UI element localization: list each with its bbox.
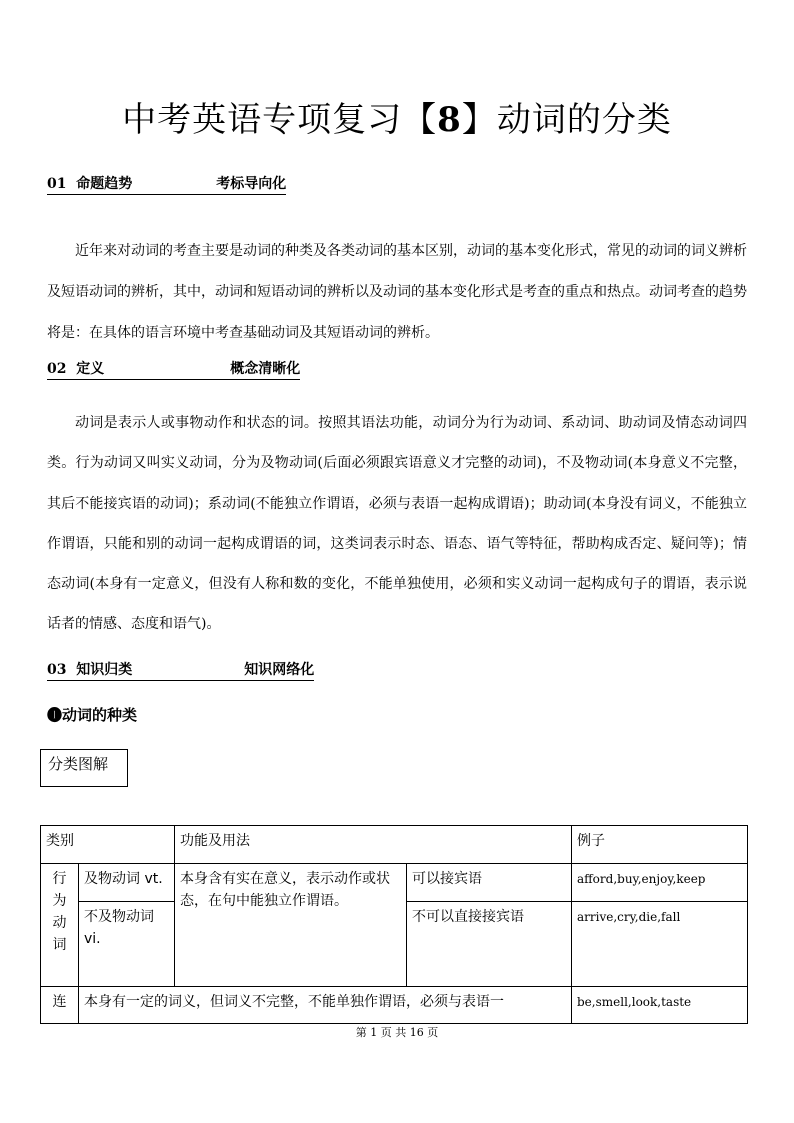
intransitive-note: 不可以直接接宾语: [407, 902, 572, 987]
transitive-note: 可以接宾语: [407, 864, 572, 902]
verb-classification-table: [40, 825, 748, 1024]
action-verb-description: 本身含有实在意义，表示动作或状态，在句中能独立作谓语。: [175, 864, 407, 987]
section-number: 01: [47, 176, 67, 192]
classification-diagram-box: 分类图解: [40, 749, 128, 787]
header-category: 类别: [41, 826, 175, 864]
paragraph-trend: 近年来对动词的考查主要是动词的种类及各类动词的基本区别，动词的基本变化形式，常见的动词的词义辨析及短语动词的辨析，其中，动词和短语动词的辨析以及动词的基本变化形式是考查的重点和热点。动词考查的趋势将是：在具体的语言环境中考查基础动词及其短语动词的辨析。: [47, 243, 747, 341]
section-title: 知识归类: [76, 662, 133, 678]
header-example: 例子: [572, 826, 748, 864]
paragraph-definition: 动词是表示人或事物动作和状态的词。按照其语法功能，动词分为行为动词、系动词、助动词及情态动词四类。行为动词又叫实义动词，分为及物动词(后面必须跟宾语意义才完整的动词)，不及物动词(本身意义不完整，其后不能接宾语的动词)；系动词(不能独立作谓语，必须与表语一起构成谓语)；助动词(本身没有词义，不能独立作谓语，只能和别的动词一起构成谓语的词，这类词表示时态、语态、语气等特征，帮助构成否定、疑问等)；情态动词(本身有一定意义，但没有人称和数的变化，不能单独使用，必须和实义动词一起构成句子的谓语，表示说话者的情感、态度和语气)。: [47, 415, 747, 633]
label-char: 词: [52, 937, 67, 953]
title-suffix: 】动词的分类: [461, 100, 672, 140]
linking-verb-examples: be,smell,look,taste: [572, 987, 748, 1024]
page-footer: 第 1 页 共 16 页: [355, 1026, 439, 1039]
section-heading-3: [47, 661, 314, 681]
table-row: [41, 864, 748, 902]
intransitive-verb-cell: 不及物动词 vi.: [79, 902, 175, 987]
section-number: 02: [47, 361, 67, 377]
linking-verb-description: 本身有一定的词义，但词义不完整，不能单独作谓语，必须与表语一: [79, 987, 572, 1024]
transitive-verb-cell: 及物动词 vt.: [79, 864, 175, 902]
title-number: 8: [437, 100, 462, 140]
section-heading-2: [47, 360, 300, 380]
section-subtitle: 考标导向化: [216, 176, 287, 192]
table-header-row: [41, 826, 748, 864]
header-function: 功能及用法: [175, 826, 572, 864]
label-char: 动: [52, 915, 67, 931]
intransitive-examples: arrive,cry,die,fall: [572, 902, 748, 987]
label-char: 为: [52, 893, 67, 909]
title-prefix: 中考英语专项复习【: [122, 100, 438, 140]
section-title: 定义: [76, 361, 105, 377]
page-title: [0, 96, 794, 144]
table-row: [41, 987, 748, 1024]
section-subtitle: 知识网络化: [244, 662, 315, 678]
linking-verb-label: 连: [41, 987, 79, 1024]
section-heading-1: [47, 175, 286, 195]
section-number: 03: [47, 662, 67, 678]
label-char: 行: [52, 871, 67, 887]
subheading-verb-types: ❶动词的种类: [47, 706, 138, 724]
action-verb-label: [41, 864, 79, 987]
section-subtitle: 概念清晰化: [230, 361, 301, 377]
section-title: 命题趋势: [76, 176, 133, 192]
transitive-examples: afford,buy,enjoy,keep: [572, 864, 748, 902]
